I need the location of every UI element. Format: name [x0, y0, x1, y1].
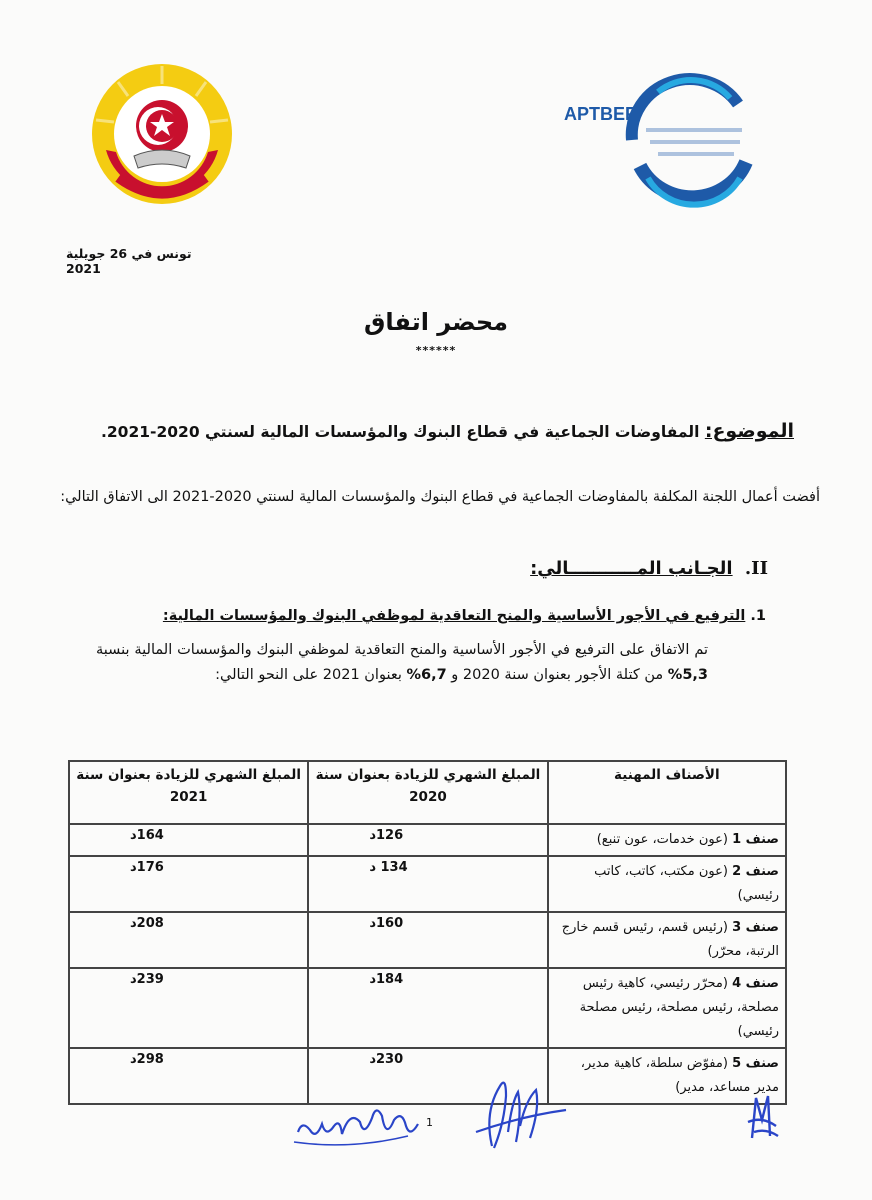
table-header-row	[69, 761, 786, 824]
category-desc: (مفوّض سلطة، كاهية مدير، مدير مساعد، مدير)	[580, 1056, 779, 1095]
table-row	[69, 968, 786, 1048]
category-cell	[548, 824, 786, 856]
aptbef-logo-text: APTBEF	[564, 104, 636, 124]
ugtt-logo	[88, 60, 236, 208]
signature-3	[742, 1092, 782, 1144]
intro-paragraph: أفضت أعمال اللجنة المكلفة بالمفاوضات الجماعية في قطاع البنوك والمؤسسات المالية لسنتي 2020-2021 الى الاتفاق التالي:	[60, 489, 820, 505]
rate-2020: 5,3%	[667, 667, 708, 683]
signature-2	[462, 1072, 572, 1160]
category-name: صنف 1	[732, 832, 779, 847]
category-cell	[548, 968, 786, 1048]
subject-label: الموضوع:	[704, 420, 794, 442]
amount-2020: 230د	[308, 1048, 547, 1104]
document-title: محضر اتفاق	[363, 308, 509, 336]
amount-2020: 184د	[308, 968, 547, 1048]
header-2021: المبلغ الشهري للزيادة بعنوان سنة 2021	[69, 761, 308, 824]
category-name: صنف 5	[732, 1056, 779, 1071]
amount-2021: 208د	[69, 912, 308, 968]
section-number: II.	[744, 558, 768, 579]
amount-2021: 298د	[69, 1048, 308, 1104]
item-paragraph	[96, 638, 708, 688]
subject-line	[74, 420, 794, 442]
section-title: الجـانب المـــــــــــالي:	[530, 558, 733, 579]
table-row	[69, 824, 786, 856]
item-text-before: تم الاتفاق على الترفيع في الأجور الأساسية والمنح التعاقدية لموظفي البنوك والمؤسسات المالية بنسبة	[96, 642, 708, 658]
item-title: الترفيع في الأجور الأساسية والمنح التعاقدية لموظفي البنوك والمؤسسات المالية:	[162, 608, 746, 624]
title-stars: ******	[415, 344, 457, 357]
amount-2021: 164د	[69, 824, 308, 856]
page-number: 1	[426, 1116, 433, 1129]
amount-2020: 134 د	[308, 856, 547, 912]
item-number: 1.	[750, 608, 766, 624]
category-name: صنف 3	[732, 920, 779, 935]
table-row	[69, 912, 786, 968]
amount-2021: 239د	[69, 968, 308, 1048]
item-heading	[163, 608, 766, 624]
aptbef-logo	[564, 70, 758, 200]
item-text-middle: من كتلة الأجور بعنوان سنة 2020 و	[446, 667, 668, 683]
category-desc: (عون خدمات، عون تنبع)	[596, 832, 733, 847]
category-desc: (محرّر رئيسي، كاهية رئيس مصلحة، رئيس مصلحة، رئيس مصلحة رئيسي)	[579, 976, 779, 1039]
subject-text: المفاوضات الجماعية في قطاع البنوك والمؤسسات المالية لسنتي 2020-2021.	[101, 423, 700, 441]
category-name: صنف 4	[732, 976, 779, 991]
table-row	[69, 856, 786, 912]
category-desc: (عون مكتب، كاتب، كاتب رئيسي)	[594, 864, 779, 903]
category-name: صنف 2	[732, 864, 779, 879]
document-date: تونس في 26 جويلية 2021	[66, 246, 192, 276]
section-heading	[530, 558, 768, 579]
rate-2021: 6,7%	[406, 667, 447, 683]
category-desc: (رئيس قسم، رئيس قسم خارج الرتبة، محرّر)	[561, 920, 779, 959]
amount-2021: 176د	[69, 856, 308, 912]
category-cell	[548, 912, 786, 968]
amount-2020: 160د	[308, 912, 547, 968]
header-category: الأصناف المهنية	[548, 761, 786, 824]
header-2020: المبلغ الشهري للزيادة بعنوان سنة 2020	[308, 761, 547, 824]
item-text-after: بعنوان 2021 على النحو التالي:	[215, 667, 407, 683]
category-cell	[548, 856, 786, 912]
salary-increase-table	[68, 760, 787, 1105]
amount-2020: 126د	[308, 824, 547, 856]
signature-1	[290, 1080, 440, 1160]
